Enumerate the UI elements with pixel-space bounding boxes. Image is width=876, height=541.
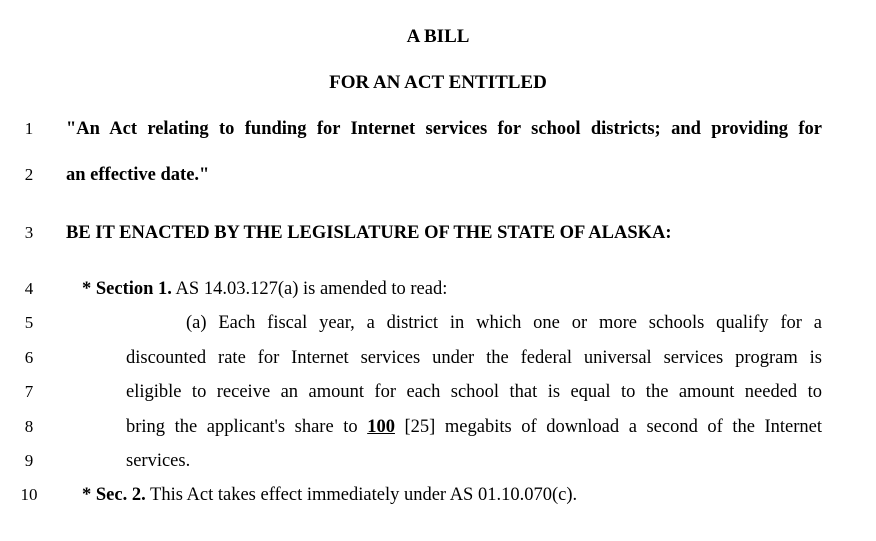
bill-subtitle: FOR AN ACT ENTITLED: [329, 72, 547, 93]
line-number: 4: [24, 279, 34, 298]
section-2: [82, 484, 577, 506]
act-title-line-1: "An Act relating to funding for Internet services for school districts; and providing for: [66, 119, 822, 139]
section-2-heading: * Sec. 2.: [82, 485, 146, 505]
new-text-underlined: 100: [367, 417, 395, 437]
section-1-intro-text: AS 14.03.127(a) is amended to read:: [175, 279, 448, 299]
act-title-line-2: an effective date.": [66, 165, 210, 185]
section-1-line-9: services.: [126, 451, 191, 471]
deleted-text-bracketed: [25]: [404, 417, 436, 437]
section-1-line-8: [126, 416, 822, 438]
line-number: 5: [24, 313, 34, 332]
line-8-text-after: megabits of download a second of the Internet: [444, 417, 823, 437]
line-number: 1: [24, 119, 34, 138]
line-8-text-before: bring the applicant's share to: [126, 417, 358, 437]
line-number: 2: [24, 165, 34, 184]
line-number: 9: [24, 451, 34, 470]
line-number: 8: [24, 417, 34, 436]
section-1-heading: * Section 1.: [82, 279, 172, 299]
bill-title: A BILL: [406, 26, 470, 47]
line-number: 7: [24, 382, 34, 401]
section-1-intro: [82, 278, 447, 300]
line-number: 6: [24, 348, 34, 367]
section-2-text: This Act takes effect immediately under AS 01.10.070(c).: [150, 485, 578, 505]
line-number: 10: [20, 485, 38, 504]
section-1-line-7: eligible to receive an amount for each school that is equal to the amount needed to: [126, 382, 822, 402]
section-1-line-6: discounted rate for Internet services under the federal universal services program is: [126, 348, 822, 368]
line-number: 3: [24, 223, 34, 242]
enacting-clause: BE IT ENACTED BY THE LEGISLATURE OF THE STATE OF ALASKA:: [66, 223, 672, 243]
section-1-line-5: (a) Each fiscal year, a district in which one or more schools qualify for a: [186, 313, 822, 333]
